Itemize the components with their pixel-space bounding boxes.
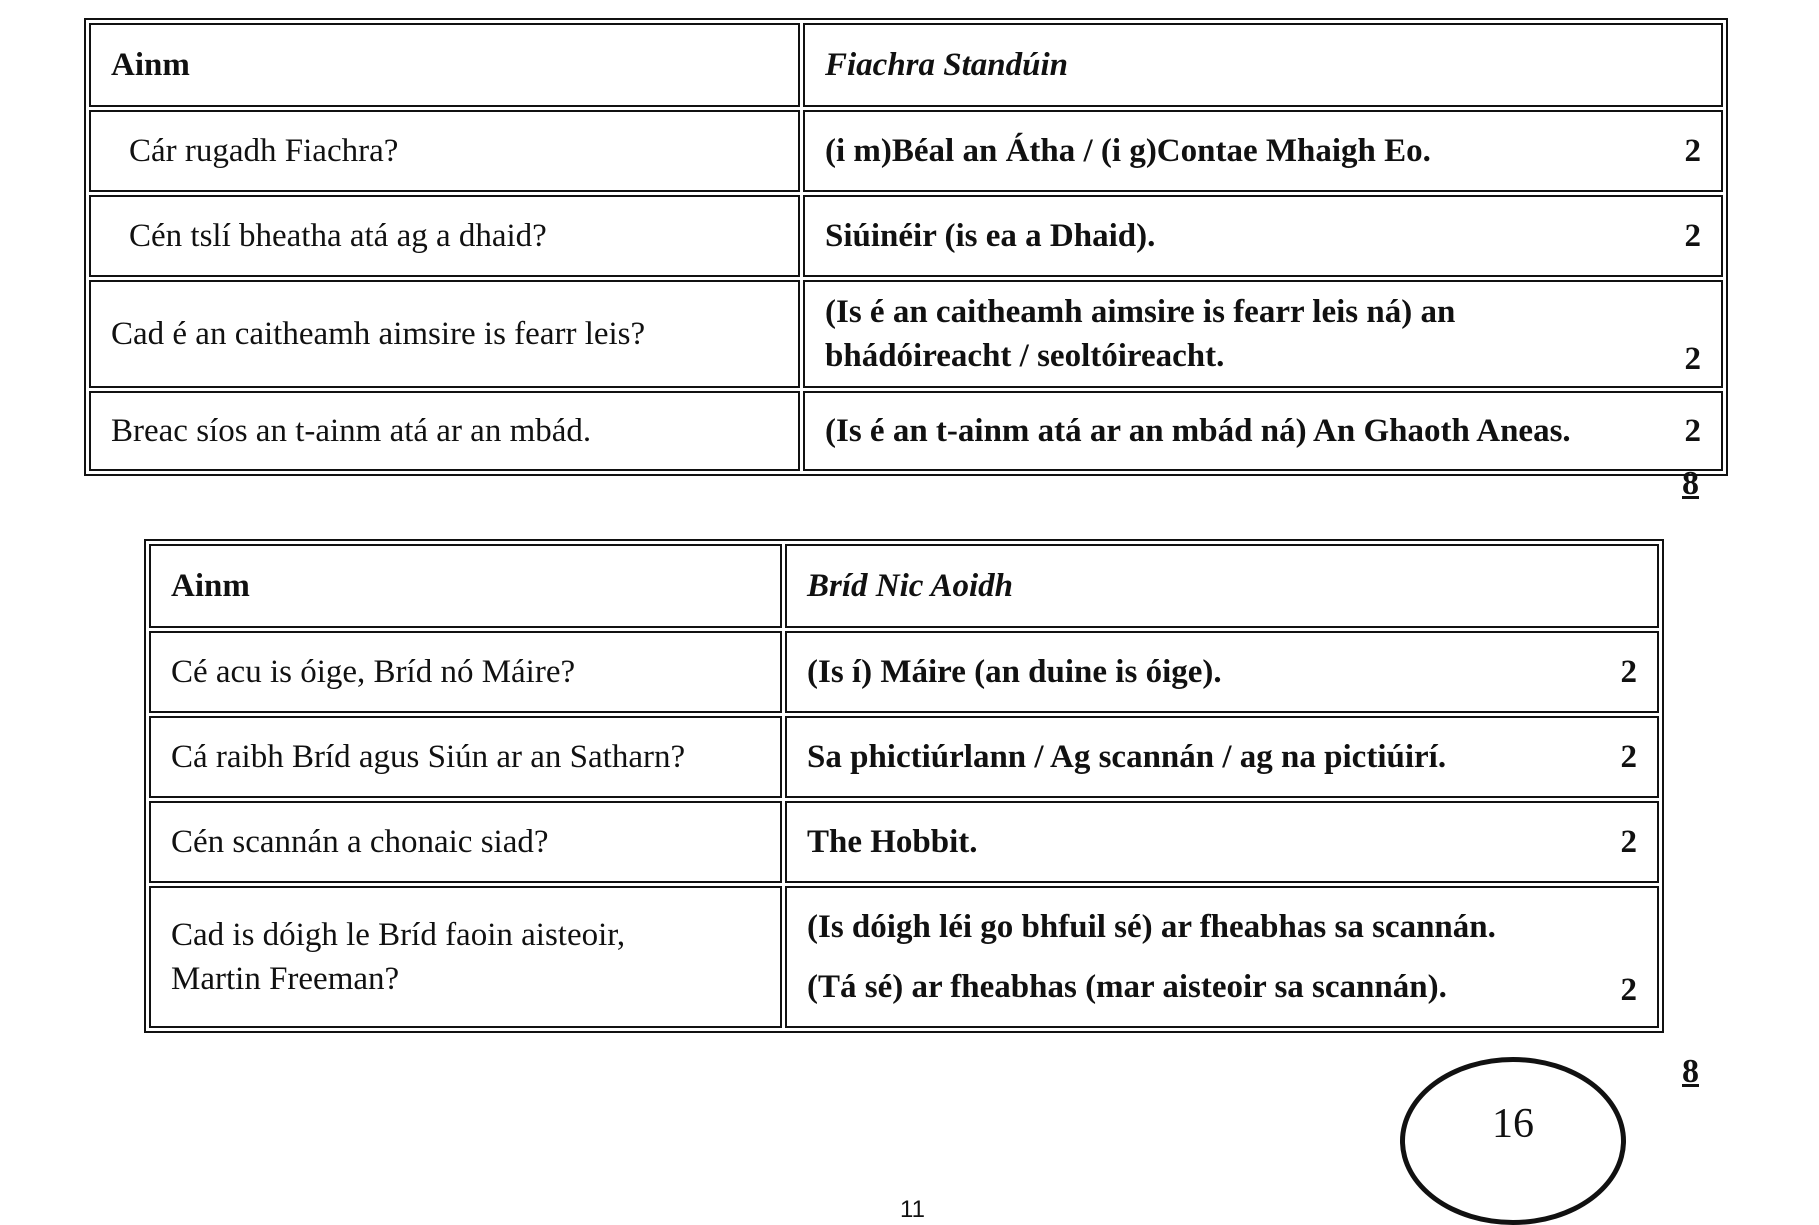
question-cell: Cé acu is óige, Bríd nó Máire? [149,631,782,713]
question-cell: Cén scannán a chonaic siad? [149,801,782,883]
answer-text-line2: bhádóireacht / seoltóireacht. [825,338,1225,374]
student-name: Fiachra Standúin [803,23,1723,107]
fiachra-marking-table [84,18,1728,476]
grand-total-circle [1400,1057,1626,1225]
question-cell: Cén tslí bheatha atá ag a dhaid? [89,195,800,277]
table-header-row [149,544,1659,628]
question-cell: Cá raibh Bríd agus Siún ar an Satharn? [149,716,782,798]
table-row [149,716,1659,798]
mark-value: 2 [1684,217,1701,254]
table-header-row [89,23,1723,107]
mark-value: 2 [1684,132,1701,169]
answer-text-line1: (Is dóigh léi go bhfuil sé) ar fheabhas sa scannán. [807,909,1496,945]
mark-value: 2 [1620,823,1637,860]
answer-cell [803,110,1723,192]
mark-value: 2 [1684,341,1701,377]
section-total: 8 [1682,1053,1699,1090]
table-row [89,280,1723,388]
answer-cell [803,391,1723,471]
question-cell: Cár rugadh Fiachra? [89,110,800,192]
question-cell: Breac síos an t-ainm atá ar an mbád. [89,391,800,471]
answer-text: (Is é an t-ainm atá ar an mbád ná) An Ghaoth Aneas. [825,412,1571,449]
question-text-line2: Martin Freeman? [171,961,400,997]
answer-cell [785,716,1659,798]
answer-text: The Hobbit. [807,823,978,860]
answer-text: Siúinéir (is ea a Dhaid). [825,217,1156,254]
answer-cell [785,886,1659,1028]
answer-cell [785,631,1659,713]
answer-text: (Is í) Máire (an duine is óige). [807,653,1222,690]
mark-value: 2 [1620,653,1637,690]
table-row [89,195,1723,277]
name-label: Ainm [149,544,782,628]
answer-cell [803,280,1723,388]
table-row [149,886,1659,1028]
answer-cell [803,195,1723,277]
section-total: 8 [1682,465,1699,502]
brid-marking-table [144,539,1664,1033]
mark-value: 2 [1620,972,1637,1008]
mark-value: 2 [1620,738,1637,775]
name-label: Ainm [89,23,800,107]
table-row [149,631,1659,713]
answer-text: Sa phictiúrlann / Ag scannán / ag na pictiúirí. [807,738,1447,775]
answer-text-line2: (Tá sé) ar fheabhas (mar aisteoir sa scannán). [807,969,1447,1005]
answer-text-line1: (Is é an caitheamh aimsire is fearr leis ná) an [825,294,1456,330]
answer-text: (i m)Béal an Átha / (i g)Contae Mhaigh Eo. [825,132,1431,169]
table-row [89,110,1723,192]
table-row [149,801,1659,883]
grand-total: 16 [1492,1101,1534,1147]
answer-cell [785,801,1659,883]
student-name: Bríd Nic Aoidh [785,544,1659,628]
question-cell: Cad é an caitheamh aimsire is fearr leis? [89,280,800,388]
table-row [89,391,1723,471]
question-text-line1: Cad is dóigh le Bríd faoin aisteoir, [171,917,626,953]
page-number: 11 [900,1196,925,1223]
mark-value: 2 [1684,412,1701,449]
question-cell [149,886,782,1028]
